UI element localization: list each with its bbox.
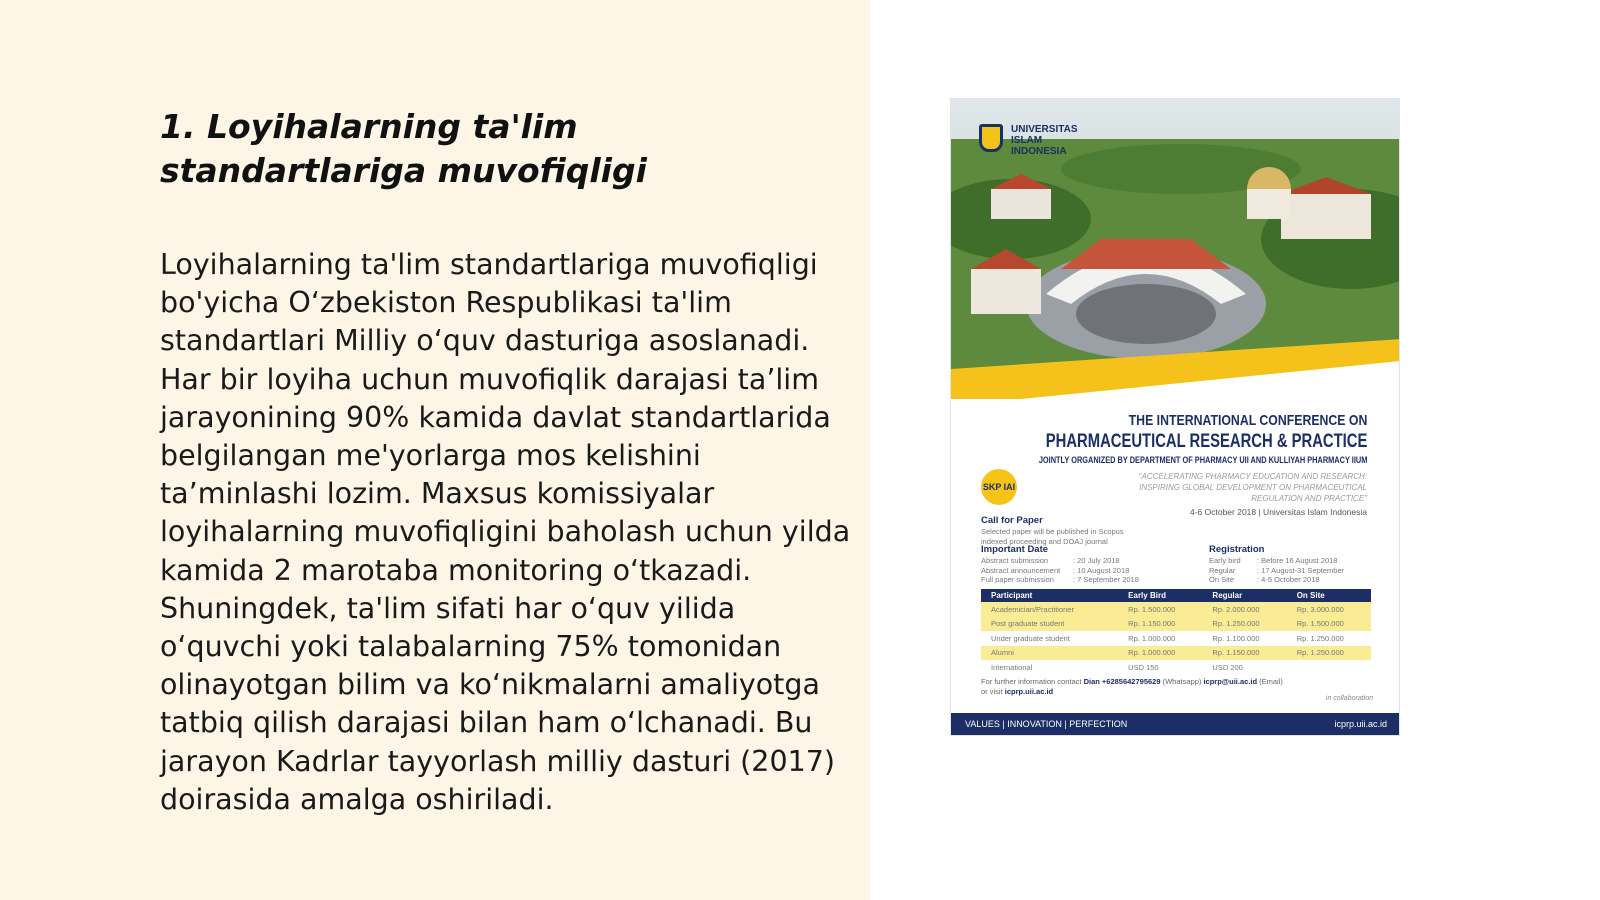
table-cell: Rp. 1.000.000 [1128, 633, 1176, 643]
important-dates-heading: Important Date [981, 544, 1049, 555]
table-cell: Rp. 1.100.000 [1212, 633, 1260, 643]
table-row [981, 617, 1371, 632]
call-for-paper-heading: Call for Paper [981, 515, 1043, 526]
table-cell: USD 150 [1128, 662, 1159, 672]
university-logo [979, 124, 1091, 157]
conference-theme: "ACCELERATING PHARMACY EDUCATION AND RESEARCH: INSPIRING GLOBAL DEVELOPMENT ON PHARMACEUTICAL REGULATION AND PRACTICE" [1138, 472, 1367, 503]
table-row [981, 631, 1371, 646]
collaboration-note: in collaboration [1325, 695, 1373, 702]
registration-row: Regular : 17 August-31 September [1209, 565, 1345, 575]
registration-fee-table [981, 589, 1371, 675]
call-for-paper-line: indexed proceeding and DOAJ journal [981, 536, 1108, 546]
registration-row: Early bird : Before 16 August 2018 [1209, 556, 1338, 565]
table-cell: Alumni [981, 646, 1118, 661]
table-row [981, 602, 1371, 617]
conference-title [955, 411, 1367, 467]
table-cell: USD 200 [1212, 662, 1243, 672]
table-cell: Rp. 1.150.000 [1118, 617, 1202, 632]
slide-title: 1. Loyihalarning ta'lim standartlariga muvofiqligi [160, 107, 647, 190]
conference-organizers: JOINTLY ORGANIZED BY DEPARTMENT OF PHARMACY UII AND KULLIYAH PHARMACY IIUM [1038, 455, 1367, 465]
table-cell [1287, 660, 1371, 675]
table-cell: Rp. 1.250.000 [1202, 617, 1286, 632]
table-cell: Rp. 3.000.000 [1287, 602, 1371, 617]
slide-body-text: Loyihalarning ta'lim standartlariga muvofiqligi bo'yicha O‘zbekiston Respublikasi ta'lim standartlari Milliy o‘quv dasturiga asoslanadi. Har bir loyiha uchun muvofiqlik darajasi ta’lim jarayonining 90% kamida davlat standartlarida belgilangan me'yorlarga mos kelishini ta’minlashi lozim. Maxsus komissiyalar loyihalarning muvofiqligini baholash uchun yilda kamida 2 marotaba monitoring o‘tkazadi. Shuningdek, ta'lim sifati har o‘quv yilida o‘quvchi yoki talabalarning 75% tomonidan olinayotgan bilim va ko‘nikmalarni amaliyotga tatbiq qilish darajasi bilan ham o‘lchanadi. Bu jarayon Kadrlar tayyorlash milliy dasturi (2017) doirasida amalga oshiriladi. [160, 248, 851, 816]
skp-badge: SKP IAI [981, 469, 1017, 505]
table-header-row [981, 589, 1371, 602]
footer-values: VALUES | INNOVATION | PERFECTION [965, 719, 1128, 729]
table-cell: Rp. 1.500.000 [1287, 617, 1371, 632]
table-cell: Under graduate student [991, 633, 1070, 643]
table-cell: Rp. 1.250.000 [1296, 633, 1344, 643]
table-row [981, 660, 1371, 675]
table-header: On Site [1287, 589, 1371, 602]
table-cell: Rp. 1.250.000 [1287, 646, 1371, 661]
conference-title-line2: PHARMACEUTICAL RESEARCH & PRACTICE [1045, 431, 1367, 452]
table-header: Regular [1202, 589, 1286, 602]
table-cell: Post graduate student [981, 617, 1118, 632]
registration-row: On Site : 4-5 October 2018 [1209, 575, 1320, 584]
registration-dates [1209, 544, 1369, 585]
table-header: Early Bird [1118, 589, 1202, 602]
table-cell: Rp. 1.150.000 [1202, 646, 1286, 661]
conference-dates: 4-6 October 2018 | Universitas Islam Indonesia [1189, 507, 1367, 517]
poster-footer [951, 713, 1400, 735]
table-cell: International [991, 662, 1033, 672]
table-cell: Rp. 2.000.000 [1202, 602, 1286, 617]
important-dates [981, 544, 1181, 585]
table-cell: Rp. 1.000.000 [1118, 646, 1202, 661]
footer-website: icprp.uii.ac.id [1334, 719, 1387, 729]
contact-info: For further information contact Dian +6285642795629 (Whatsapp) icprp@uii.ac.id (Email) or visit icprp.uii.ac.id [981, 677, 1283, 696]
registration-heading: Registration [1209, 544, 1265, 555]
university-name: UNIVERSITAS ISLAM INDONESIA [1011, 124, 1078, 157]
call-for-paper [981, 515, 1171, 546]
conference-title-line1: THE INTERNATIONAL CONFERENCE ON [1128, 412, 1367, 429]
table-header: Participant [981, 589, 1118, 602]
date-row: Abstract submission : 20 July 2018 [981, 556, 1120, 565]
university-shield-icon [979, 124, 1003, 152]
call-for-paper-line: Selected paper will be published in Scopus [981, 527, 1124, 536]
date-row: Full paper submission : 7 September 2018 [981, 575, 1139, 584]
table-cell: Academician/Practitioner [981, 602, 1118, 617]
conference-poster-image [950, 98, 1400, 736]
date-row: Abstract announcement : 10 August 2018 [981, 565, 1130, 575]
table-row [981, 646, 1371, 661]
table-cell: Rp. 1.500.000 [1118, 602, 1202, 617]
